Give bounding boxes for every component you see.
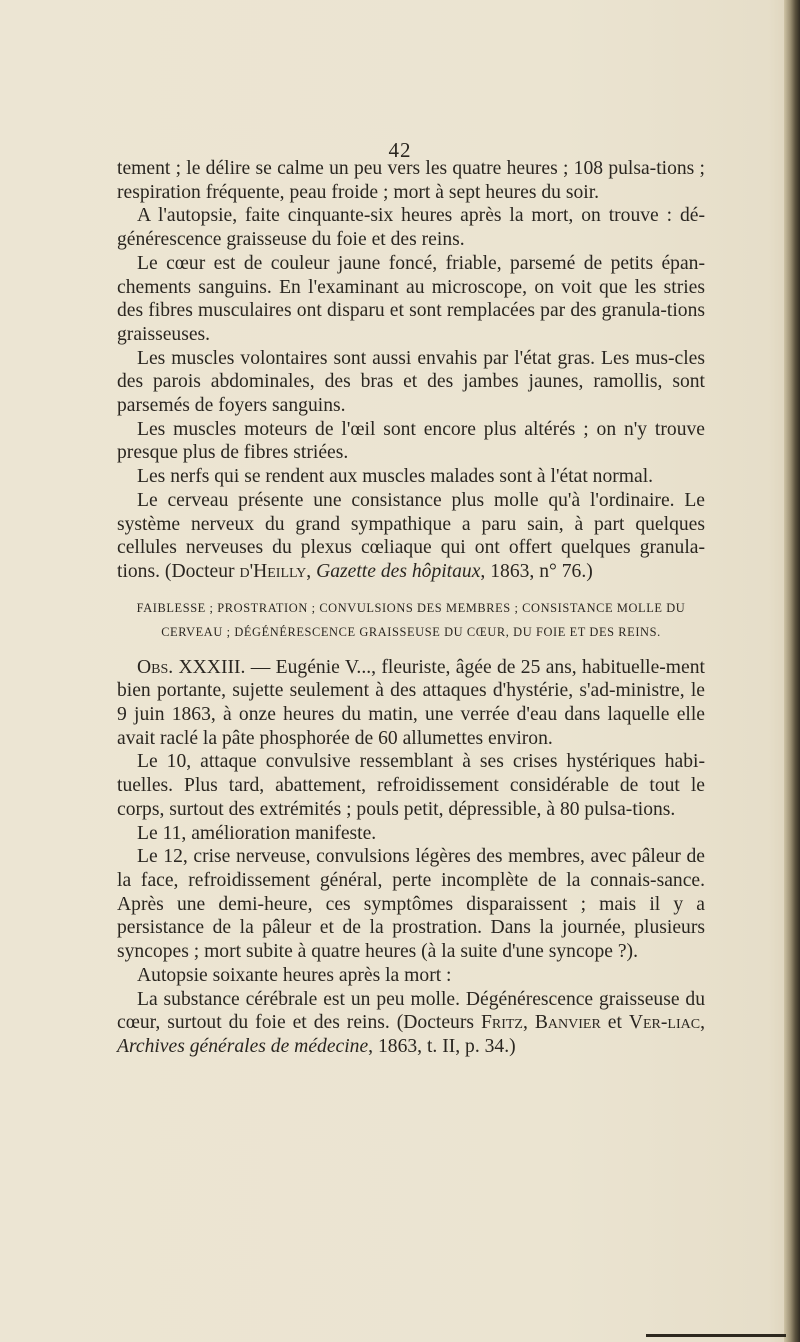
observation-label: Obs. XXXIII.	[137, 656, 246, 678]
citation-author: Banvier	[534, 1012, 601, 1034]
paragraph-with-citation	[117, 988, 705, 1059]
paragraph: Les nerfs qui se rendent aux muscles malades sont à l'état normal.	[137, 466, 654, 488]
paragraph: Les muscles volontaires sont aussi envahis par l'état gras. Les mus-cles des parois abdominales, des bras et des jambes jaunes, ramollis, sont parsemés de foyers sanguins.	[117, 347, 705, 417]
paragraph: tement ; le délire se calme un peu vers les quatre heures ; 108 pulsa-tions ; respiration fréquente, peau froide ; mort à sept heures du soir.	[117, 158, 705, 203]
section-heading: FAIBLESSE ; PROSTRATION ; CONVULSIONS DES MEMBRES ; CONSISTANCE MOLLE DU CERVEAU ; DÉGÉNÉRESCENCE GRAISSEUSE DU CŒUR, DU FOIE ET DES REINS.	[136, 600, 686, 639]
paragraph-text: Le cerveau présente une consistance plus molle qu'à l'ordinaire. Le système nerveux du grand sympathique a paru sain, à part quelques cellules nerveuses du plexus cœliaque qui ont offert quelques granula-tions.	[117, 489, 705, 582]
body-text	[117, 157, 705, 1059]
citation-journal: Gazette des hôpitaux	[316, 560, 481, 582]
citation-author: d'Heilly	[239, 560, 307, 582]
citation: (Docteurs Fritz, Banvier et Ver-liac, Archives générales de médecine, 1863, t. II, p. 34.)	[117, 1012, 705, 1057]
observation-paragraph: Obs. XXXIII. — Eugénie V..., fleuriste, âgée de 25 ans, habituelle-ment bien portante, sujette seulement à des attaques d'hystérie, s'ad-ministre, le 9 juin 1863, à onze heures du matin, une verrée d'eau dans laquelle elle avait raclé la pâte phosphorée de 60 allumettes environ.	[117, 656, 705, 749]
paragraph-with-citation	[117, 489, 705, 584]
paragraph: Autopsie soixante heures après la mort :	[137, 964, 452, 986]
paragraph: Le 10, attaque convulsive ressemblant à ses crises hystériques habi-tuelles. Plus tard, abattement, refroidissement considérable de tout le corps, surtout des extrémités ; pouls petit, dépressible, à 80 pulsa-tions.	[117, 751, 705, 820]
bottom-edge-shadow	[646, 1334, 786, 1337]
paragraph: Les muscles moteurs de l'œil sont encore plus altérés ; on n'y trouve presque plus de fibres striées.	[117, 418, 705, 464]
paragraph: Le 12, crise nerveuse, convulsions légères des membres, avec pâleur de la face, refroidissement général, perte incomplète de la connais-sance. Après une demi-heure, ces symptômes disparaissent ; mais il y a persistance de la pâleur et de la prostration. Dans la journée, plusieurs syncopes ; mort subite à quatre heures (à la suite d'une syncope ?).	[117, 846, 705, 963]
citation-author: Ver-liac	[628, 1012, 701, 1034]
page-binding-edge	[784, 0, 800, 1342]
paragraph: A l'autopsie, faite cinquante-six heures après la mort, on trouve : dé-générescence graisseuse du foie et des reins.	[117, 205, 705, 251]
paragraph: Le cœur est de couleur jaune foncé, friable, parsemé de petits épan-chements sanguins. En l'examinant au microscope, on voit que les stries des fibres musculaires ont disparu et sont remplacées par des granula-tions graisseuses.	[117, 252, 705, 345]
paragraph: Le 11, amélioration manifeste.	[137, 822, 377, 844]
citation: (Docteur d'Heilly, Gazette des hôpitaux, 1863, n° 76.)	[164, 560, 593, 582]
citation-author: Fritz	[480, 1012, 523, 1034]
page-number: 42	[388, 138, 412, 162]
citation-journal: Archives générales de médecine	[117, 1035, 369, 1057]
paragraph-text: La substance cérébrale est un peu molle. Dégénérescence graisseuse du cœur, surtout du foie et des reins.	[117, 988, 705, 1034]
